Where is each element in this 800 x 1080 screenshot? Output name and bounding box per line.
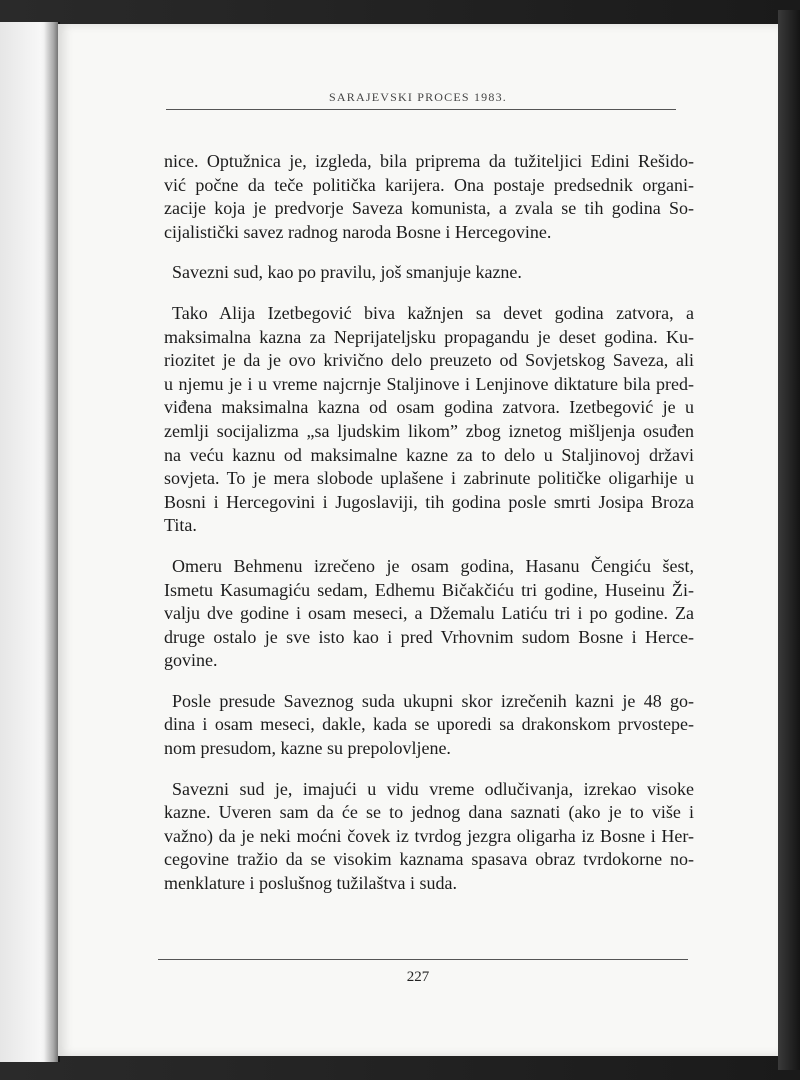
page-number: 227 [406,969,430,985]
text-line: sovjeta. To je mera slobode uplašene i zabrinute političke oligarhije u [164,468,694,489]
text-line: zacije koja je predvorje Saveza komunista, a zvala se tih godina So- [164,198,694,219]
running-header: SARAJEVSKI PROCES 1983. [329,90,507,104]
text-line: važno) da je neki moćni čovek iz tvrdog jezgra oligarha iz Bosne i Her- [164,825,694,846]
paragraph-2 [164,261,694,285]
text-line: nom presudom, kazne su prepolovljene. [164,738,451,759]
text-line: zemlji socijalizma „sa ljudskim likom” zbog iznetog mišljenja osuđen [164,420,694,441]
text-line: druge ostalo je sve isto kao i pred Vrhovnim sudom Bosne i Herce- [164,626,694,647]
book-right-edge [778,10,800,1070]
footer-rule [158,959,688,960]
body-text [164,150,694,913]
paragraph-1 [164,150,694,244]
paragraph-5 [164,690,694,761]
text-line: Omeru Behmenu izrečeno je osam godina, Hasanu Čengiću šest, [172,555,694,576]
text-line: Ismetu Kasumagiću sedam, Edhemu Bičakčiću tri godine, Huseinu Ži- [164,579,694,600]
text-line: valju dve godine i osam meseci, a Džemalu Latiću tri i po godine. Za [164,603,694,624]
text-line: Bosni i Hercegovini i Jugoslaviji, tih godina posle smrti Josipa Broza [164,491,694,512]
text-line: vić počne da teče politička karijera. Ona postaje predsednik organi- [164,174,694,195]
paragraph-4 [164,555,694,673]
paragraph-3 [164,302,694,538]
text-line: govine. [164,650,218,671]
text-line: Savezni sud, kao po pravilu, još smanjuje kazne. [172,262,522,283]
text-line: dina i osam meseci, dakle, kada se uporedi sa drakonskom prvostepe- [164,714,694,735]
text-line: Tako Alija Izetbegović biva kažnjen sa devet godina zatvora, a [172,302,694,323]
text-line: na veću kaznu od maksimalne kazne za to delo u Staljinovoj državi [164,444,694,465]
paragraph-6 [164,778,694,896]
text-line: Posle presude Saveznog suda ukupni skor izrečenih kazni je 48 go- [172,690,694,711]
text-line: menklature i poslušnog tužilaštva i suda. [164,873,457,894]
text-line: nice. Optužnica je, izgleda, bila priprema da tužiteljici Edini Rešido- [164,151,694,171]
text-line: riozitet je da je ovo krivično delo preuzeto od Sovjetskog Saveza, ali [164,350,694,371]
text-line: u njemu je i u vreme najcrnje Staljinove i Lenjinove diktature bila pred- [164,373,694,394]
text-line: viđena maksimalna kazna od osam godina zatvora. Izetbegović je u [164,397,694,418]
text-line: kazne. Uveren sam da će se to jednog dana saznati (ako je to više i [164,802,694,823]
text-line: Tita. [164,515,197,536]
text-line: Savezni sud je, imajući u vidu vreme odlučivanja, izrekao visoke [172,778,694,799]
text-line: cijalistički savez radnog naroda Bosne i Hercegovine. [164,221,552,242]
text-line: maksimalna kazna za Neprijateljsku propagandu je deset godina. Ku- [164,326,694,347]
text-line: cegovine tražio da se visokim kaznama spasava obraz tvrdokorne no- [164,849,694,870]
book-page [58,24,778,1056]
header-rule [166,109,676,110]
